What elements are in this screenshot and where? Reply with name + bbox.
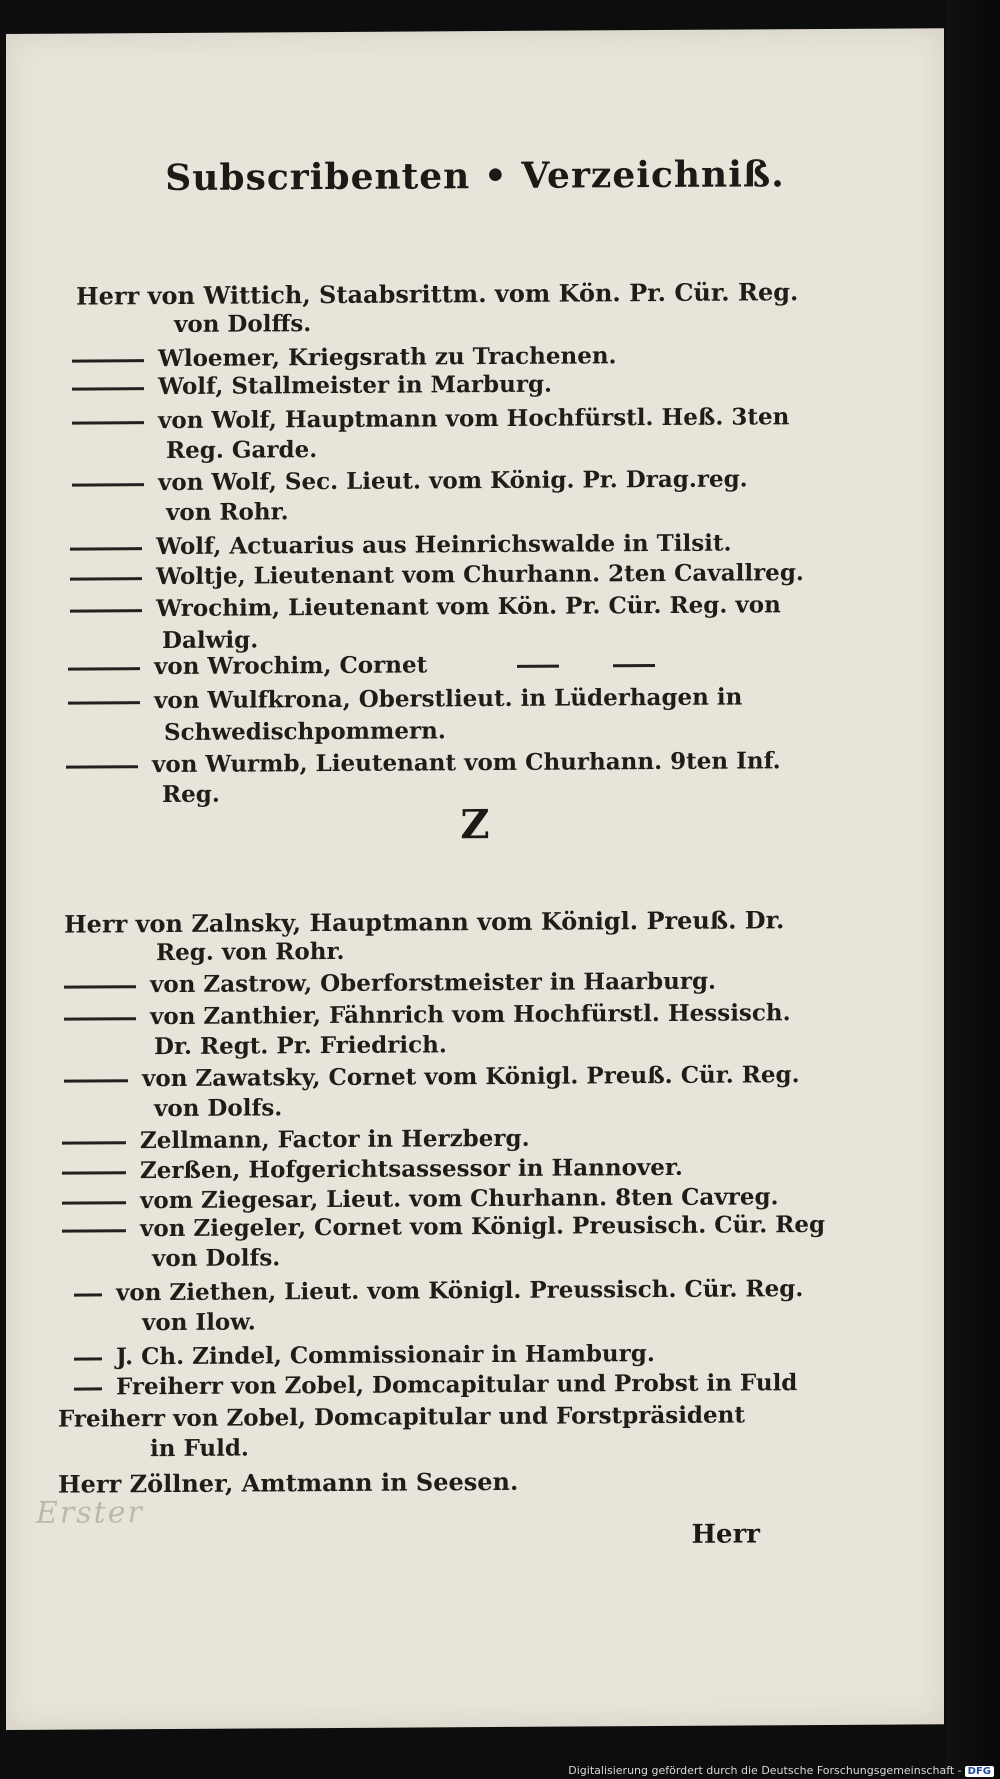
entry-line: Wolf, Stallmeister in Marburg. <box>72 371 552 401</box>
entry-line: Wolf, Actuarius aus Heinrichswalde in Tilsit. <box>70 530 732 561</box>
entry-line: von Dolfs. <box>154 1094 283 1123</box>
scanned-page <box>6 28 944 1730</box>
entry-line: Schwedischpommern. <box>164 717 446 747</box>
faint-stamp-mark: Erster <box>36 1495 144 1531</box>
entry-line: Woltje, Lieutenant vom Churhann. 2ten Cavallreg. <box>70 559 804 590</box>
entry-line: J. Ch. Zindel, Commissionair in Hamburg. <box>74 1340 655 1371</box>
entry-line: vom Ziegesar, Lieut. vom Churhann. 8ten Cavreg. <box>62 1183 779 1214</box>
entry-line: von Wrochim, Cornet <box>68 650 669 681</box>
section-heading-z: Z <box>460 801 490 849</box>
entry-line: Dr. Regt. Pr. Friedrich. <box>154 1031 447 1061</box>
entry-line: Freiherr von Zobel, Domcapitular und Probst in Fuld <box>74 1369 797 1400</box>
entry-line: von Dolfs. <box>152 1244 281 1273</box>
entry-line: von Wolf, Sec. Lieut. vom König. Pr. Drag.reg. <box>72 465 748 496</box>
entry-line: von Wulfkrona, Oberstlieut. in Lüderhagen in <box>68 684 742 715</box>
entry-line: von Zawatsky, Cornet vom Königl. Preuß. Cür. Reg. <box>64 1061 800 1092</box>
entry-line: von Dolffs. <box>174 310 312 338</box>
entry-line: Wrochim, Lieutenant vom Kön. Pr. Cür. Reg. von <box>70 591 781 622</box>
entry-line: von Zanthier, Fähnrich vom Hochfürstl. Hessisch. <box>64 999 791 1030</box>
entry-line: in Fuld. <box>150 1434 249 1463</box>
entry-line: Wloemer, Kriegsrath zu Trachenen. <box>72 342 617 372</box>
entry-line: Reg. <box>162 780 220 809</box>
entry-line: Dalwig. <box>162 626 259 655</box>
scan-edge-stripe <box>946 0 1000 1779</box>
entry-line: von Wurmb, Lieutenant vom Churhann. 9ten Inf. <box>66 747 781 778</box>
entry-line: von Ziethen, Lieut. vom Königl. Preussisch. Cür. Reg. <box>74 1275 803 1306</box>
catchword: Herr <box>691 1519 760 1550</box>
entry-line: von Ziegeler, Cornet vom Königl. Preusisch. Cür. Reg <box>62 1211 825 1243</box>
entry-line: von Ilow. <box>142 1308 256 1337</box>
entry-line: von Zastrow, Oberforstmeister in Haarburg. <box>64 968 716 999</box>
entry-line: Herr von Zalnsky, Hauptmann vom Königl. Preuß. Dr. <box>64 905 785 939</box>
page-title: Subscribenten • Verzeichniß. <box>165 153 785 200</box>
entry-line: Herr Zöllner, Amtmann in Seesen. <box>58 1466 519 1499</box>
entry-line: Herr von Wittich, Staabsrittm. vom Kön. Pr. Cür. Reg. <box>76 277 799 311</box>
entry-line: von Wolf, Hauptmann vom Hochfürstl. Heß. 3ten <box>72 403 789 434</box>
dfg-logo-icon: DFG <box>965 1766 994 1777</box>
entry-line: Reg. Garde. <box>166 436 318 465</box>
credit-text: Digitalisierung gefördert durch die Deutsche Forschungsgemeinschaft - <box>568 1764 962 1777</box>
digitization-credit <box>568 1764 994 1777</box>
entry-line: von Rohr. <box>166 498 289 527</box>
entry-line: Reg. von Rohr. <box>156 937 345 967</box>
entry-line: Zellmann, Factor in Herzberg. <box>62 1125 530 1155</box>
entry-line: Zerßen, Hofgerichtsassessor in Hannover. <box>62 1154 683 1185</box>
entry-line: Freiherr von Zobel, Domcapitular und Forstpräsident <box>58 1401 745 1433</box>
